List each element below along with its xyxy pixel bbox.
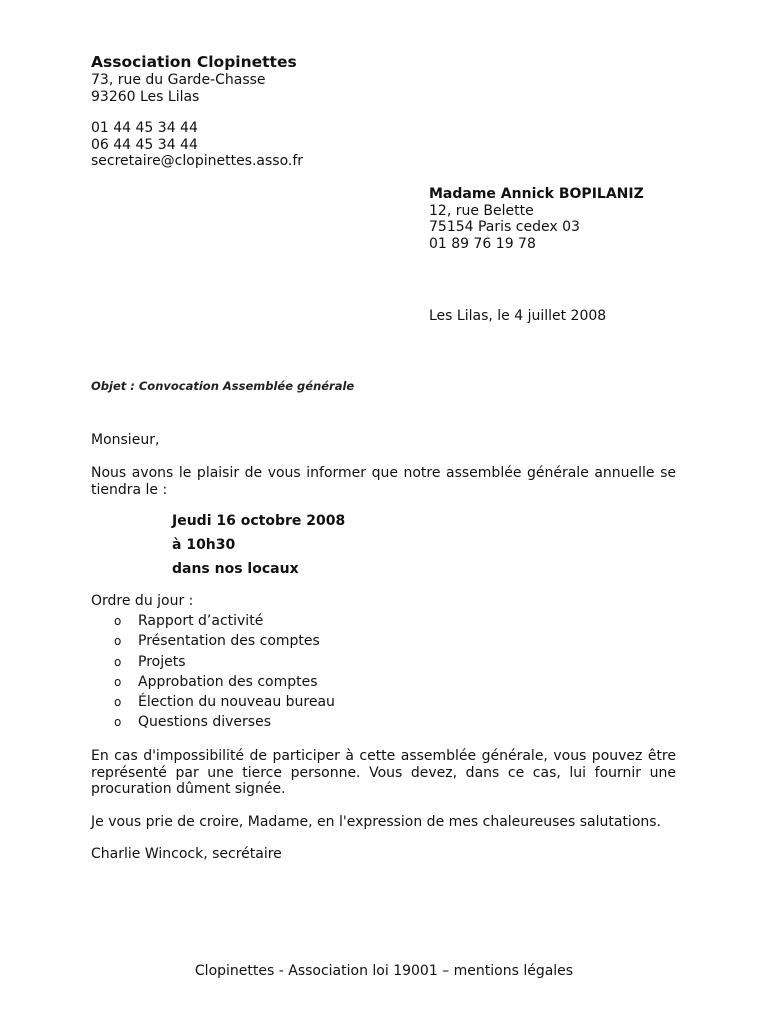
bullet-icon: o [114,654,122,669]
meeting-place: dans nos locaux [172,561,299,577]
bullet-icon: o [114,674,122,689]
list-item [114,654,335,674]
subject-line: Objet : Convocation Assemblée générale [91,379,355,393]
agenda-item-label: Questions diverses [138,714,271,731]
recipient-phone: 01 89 76 19 78 [429,235,536,252]
recipient-address-line1: 12, rue Belette [429,202,534,219]
sender-email: secretaire@clopinettes.asso.fr [91,153,304,169]
list-item [114,633,335,653]
agenda-item-label: Approbation des comptes [138,673,318,690]
recipient-address-line2: 75154 Paris cedex 03 [429,219,580,235]
agenda-item-label: Présentation des comptes [138,633,320,650]
list-item [114,613,335,633]
meeting-time: à 10h30 [172,537,236,553]
sender-block [91,53,411,105]
bullet-icon: o [114,715,122,730]
bullet-icon: o [114,614,122,628]
recipient-name: Madame Annick BOPILANIZ [429,186,644,202]
meeting-date: Jeudi 16 octobre 2008 [172,513,346,529]
agenda-item-label: Projets [138,653,186,670]
date-line: Les Lilas, le 4 juillet 2008 [429,308,607,324]
agenda-item-label: Élection du nouveau bureau [138,694,335,711]
recipient-block [429,186,749,252]
agenda-item-label: Rapport d’activité [138,613,264,629]
sender-phone2: 06 44 45 34 44 [91,136,198,153]
agenda-title: Ordre du jour : [91,593,194,609]
page-footer: Clopinettes - Association loi 19001 – mentions légales [194,963,574,979]
list-item [114,674,335,694]
sender-address-line1: 73, rue du Garde-Chasse [91,72,266,88]
meeting-details [172,513,345,585]
bullet-icon: o [114,634,122,649]
salutation: Monsieur, [91,432,160,448]
agenda-list [114,613,335,735]
list-item [114,694,335,714]
list-item [114,714,335,734]
signature: Charlie Wincock, secrétaire [91,846,282,862]
sender-address-line2: 93260 Les Lilas [91,88,200,105]
sender-contacts [91,120,411,170]
sender-organization: Association Clopinettes [91,53,297,71]
bullet-icon: o [114,695,122,710]
sender-phone1: 01 44 45 34 44 [91,120,198,136]
closing-formula: Je vous prie de croire, Madame, en l'expression de mes chaleureuses salutations. [91,814,662,830]
intro-paragraph: Nous avons le plaisir de vous informer que notre assemblée générale annuelle se tiendra le : [91,465,676,498]
proxy-paragraph: En cas d'impossibilité de participer à cette assemblée générale, vous pouvez être représenté par une tierce personne. Vous devez, dans ce cas, lui fournir une procuration dûment signée. [91,748,676,797]
